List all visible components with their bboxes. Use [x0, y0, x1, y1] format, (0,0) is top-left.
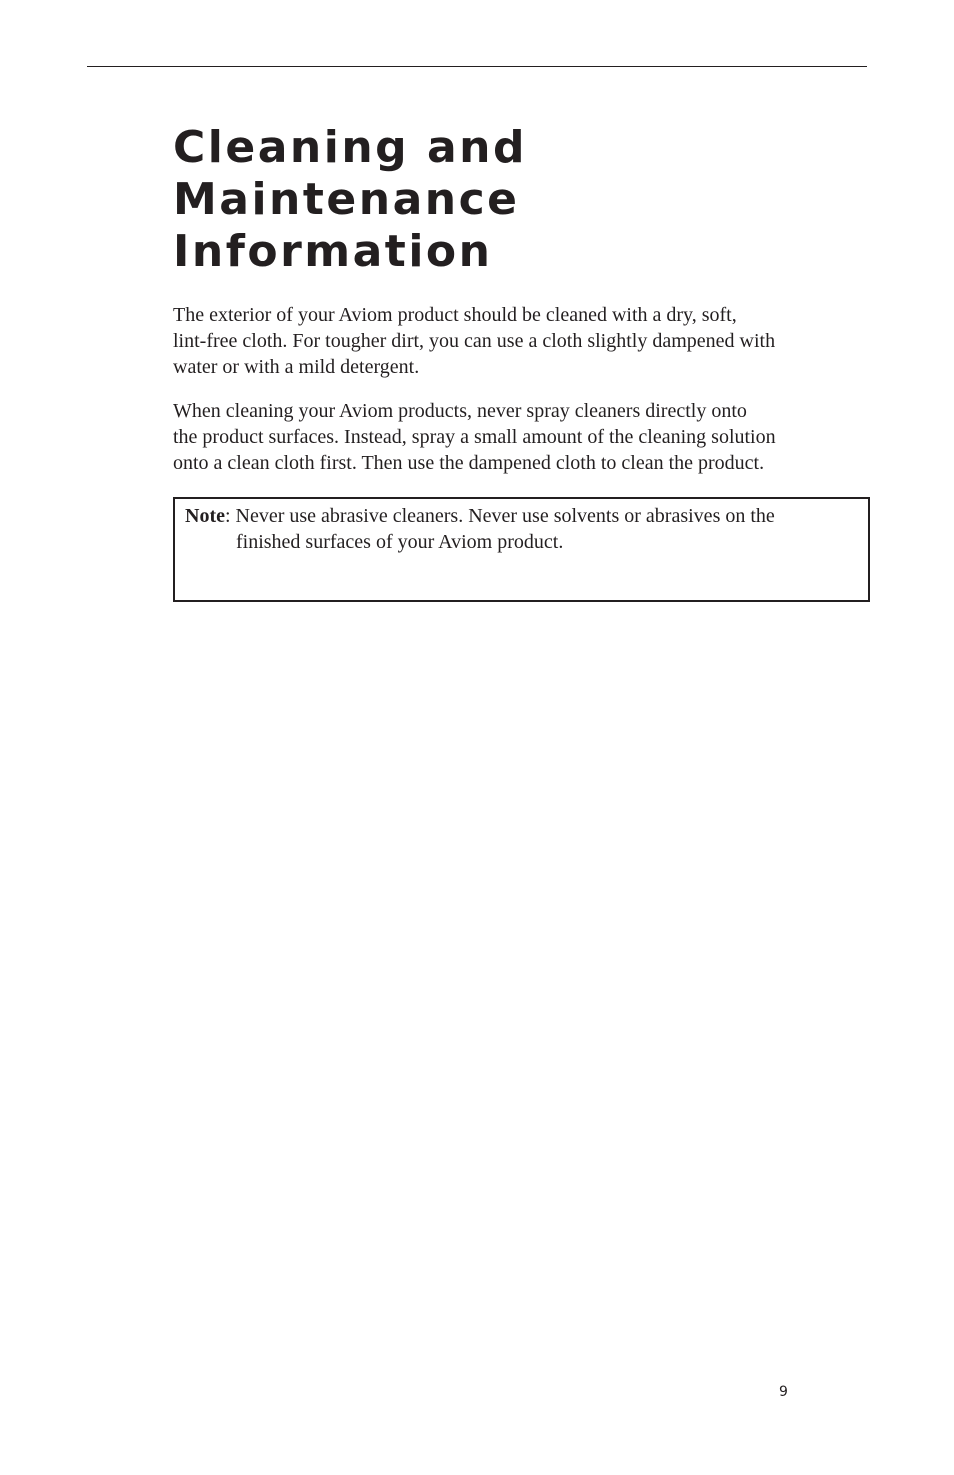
paragraph-line: lint-free cloth. For tougher dirt, you can use a cloth slightly dampened with	[173, 330, 776, 352]
note-box	[173, 497, 870, 602]
title-line-3: Information	[173, 226, 493, 277]
paragraph-spray-instructions	[173, 398, 873, 476]
note-line-1-text: : Never use abrasive cleaners. Never use solvents or abrasives on the	[224, 505, 775, 527]
title-line-2: Maintenance	[173, 174, 520, 225]
title-line-1: Cleaning and	[173, 122, 527, 173]
paragraph-line: The exterior of your Aviom product should be cleaned with a dry, soft,	[173, 304, 737, 326]
note-text	[185, 503, 775, 555]
paragraph-line: the product surfaces. Instead, spray a small amount of the cleaning solution	[173, 426, 776, 448]
paragraph-line: When cleaning your Aviom products, never spray cleaners directly onto	[173, 400, 747, 422]
header-rule	[87, 66, 867, 67]
paragraph-line: water or with a mild detergent.	[173, 356, 420, 378]
note-label: Note	[185, 505, 225, 527]
paragraph-cleaning-exterior	[173, 302, 873, 380]
page-title	[173, 122, 773, 278]
note-line-1	[185, 505, 775, 527]
paragraph-line: onto a clean cloth first. Then use the dampened cloth to clean the product.	[173, 452, 765, 474]
note-line-2: finished surfaces of your Aviom product.	[236, 531, 564, 553]
page-number: 9	[779, 1384, 788, 1400]
